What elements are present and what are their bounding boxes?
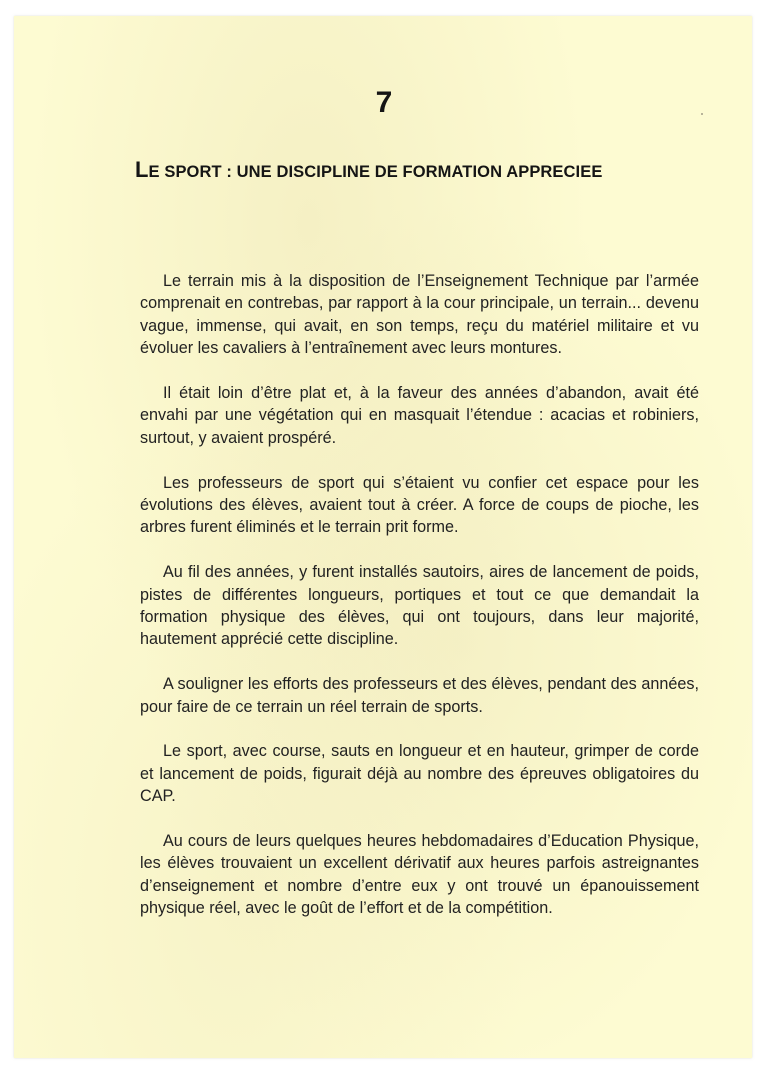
paragraph: Les professeurs de sport qui s’étaient vu confier cet espace pour les évolutions des élèves, avaient tout à créer. A force de coups de pioche, les arbres furent éliminés et le terrain prit forme. bbox=[140, 473, 699, 537]
page-number: 7 bbox=[375, 86, 393, 119]
paragraph: Le terrain mis à la disposition de l’Enseignement Technique par l’armée comprenait en contrebas, par rapport à la cour principale, un terrain... devenu vague, immense, qui avait, en son temps, reçu du matériel militaire et vu évoluer les cavaliers à l’entraînement avec leurs montures. bbox=[140, 272, 699, 358]
chapter-title-initial: L bbox=[135, 157, 149, 182]
chapter-title bbox=[135, 157, 602, 183]
paragraph: A souligner les efforts des professeurs et des élèves, pendant des années, pour faire de ce terrain un réel terrain de sports. bbox=[140, 675, 699, 716]
paragraph: Au fil des années, y furent installés sautoirs, aires de lancement de poids, pistes de différentes longueurs, portiques et tout ce que demandait la formation physique des élèves, qui ont toujours, dans leur majorité, hautement apprécié cette discipline. bbox=[140, 563, 699, 649]
paragraph: Au cours de leurs quelques heures hebdomadaires d’Education Physique, les élèves trouvaient un excellent dérivatif aux heures parfois astreignantes d’enseignement et nombre d’entre eux y ont trouvé un épanouissement physique réel, avec le goût de l’effort et de la compétition. bbox=[140, 832, 699, 918]
body-text bbox=[140, 270, 699, 942]
paragraph: Le sport, avec course, sauts en longueur et en hauteur, grimper de corde et lancement de poids, figurait déjà au nombre des épreuves obligatoires du CAP. bbox=[140, 742, 699, 806]
chapter-title-rest: E SPORT : UNE DISCIPLINE DE FORMATION APPRECIEE bbox=[148, 163, 603, 181]
paragraph: Il était loin d’être plat et, à la faveur des années d’abandon, avait été envahi par une végétation qui en masquait l’étendue : acacias et robiniers, surtout, y avaient prospéré. bbox=[140, 384, 699, 447]
